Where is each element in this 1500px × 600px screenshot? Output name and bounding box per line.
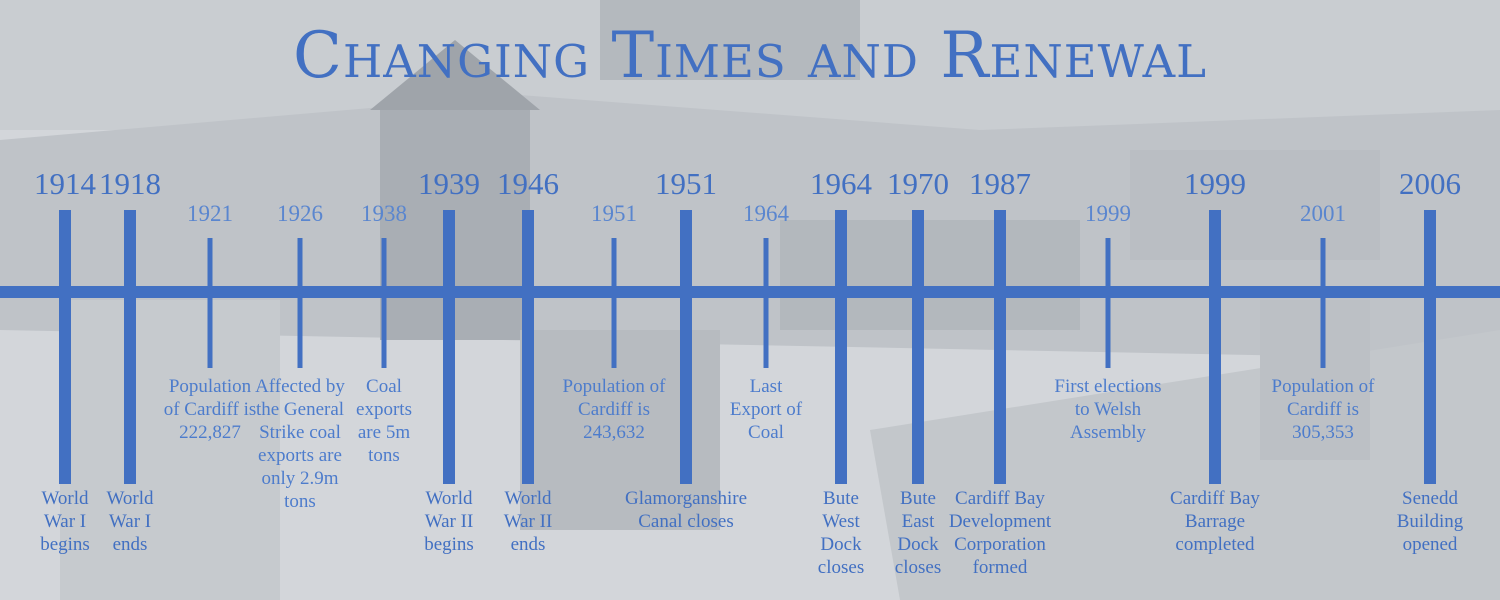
year-label-1914: 1914 xyxy=(34,166,96,201)
timeline-tick-1970 xyxy=(912,210,924,484)
timeline-tick-2006 xyxy=(1424,210,1436,484)
timeline-tick-1999 xyxy=(1106,238,1111,368)
event-label-1914: World War I begins xyxy=(40,488,90,555)
timeline-tick-1964 xyxy=(764,238,769,368)
year-label-1999: 1999 xyxy=(1085,201,1131,226)
timeline-tick-1946 xyxy=(522,210,534,484)
event-label-1999: Cardiff Bay Barrage completed xyxy=(1170,488,1260,555)
year-label-1951: 1951 xyxy=(591,201,637,226)
year-label-2006: 2006 xyxy=(1399,166,1461,201)
timeline-tick-1926 xyxy=(298,238,303,368)
page-title: Changing Times and Renewal xyxy=(293,19,1207,93)
year-label-1964: 1964 xyxy=(810,166,872,201)
event-label-1926: Affected by the General Strike coal exports are only 2.9m tons xyxy=(255,376,345,512)
year-label-1964: 1964 xyxy=(743,201,789,226)
event-label-1970: Bute East Dock closes xyxy=(894,488,942,578)
event-label-1951: Glamorganshire Canal closes xyxy=(624,488,748,532)
year-label-1946: 1946 xyxy=(497,166,559,201)
event-label-1951: Population of Cardiff is 243,632 xyxy=(562,376,666,443)
timeline-tick-1964 xyxy=(835,210,847,484)
timeline-tick-1938 xyxy=(382,238,387,368)
year-label-1938: 1938 xyxy=(361,201,407,226)
event-label-1921: Population of Cardiff is 222,827 xyxy=(163,376,257,443)
event-label-1946: World War II ends xyxy=(503,488,553,555)
year-label-1999: 1999 xyxy=(1184,166,1246,201)
timeline-tick-1921 xyxy=(208,238,213,368)
timeline-tick-1918 xyxy=(124,210,136,484)
event-label-1987: Cardiff Bay Development Corporation formed xyxy=(948,488,1052,578)
year-label-1951: 1951 xyxy=(655,166,717,201)
event-label-1964: Last Export of Coal xyxy=(729,376,803,443)
timeline-tick-1999 xyxy=(1209,210,1221,484)
year-label-1921: 1921 xyxy=(187,201,233,226)
event-label-1964: Bute West Dock closes xyxy=(817,488,865,578)
timeline-tick-1951 xyxy=(612,238,617,368)
event-label-1939: World War II begins xyxy=(424,488,474,555)
year-label-1926: 1926 xyxy=(277,201,323,226)
timeline-tick-2001 xyxy=(1321,238,1326,368)
year-label-1987: 1987 xyxy=(969,166,1031,201)
timeline-tick-1951 xyxy=(680,210,692,484)
year-label-1939: 1939 xyxy=(418,166,480,201)
timeline-tick-1987 xyxy=(994,210,1006,484)
event-label-1999: First elections to Welsh Assembly xyxy=(1054,376,1162,443)
event-label-1918: World War I ends xyxy=(106,488,154,555)
timeline-tick-1939 xyxy=(443,210,455,484)
timeline-axis xyxy=(0,286,1500,298)
year-label-2001: 2001 xyxy=(1300,201,1346,226)
event-label-1938: Coal exports are 5m tons xyxy=(356,376,412,466)
year-label-1970: 1970 xyxy=(887,166,949,201)
timeline-tick-1914 xyxy=(59,210,71,484)
year-label-1918: 1918 xyxy=(99,166,161,201)
event-label-2001: Population of Cardiff is 305,353 xyxy=(1271,376,1375,443)
event-label-2006: Senedd Building opened xyxy=(1396,488,1464,555)
